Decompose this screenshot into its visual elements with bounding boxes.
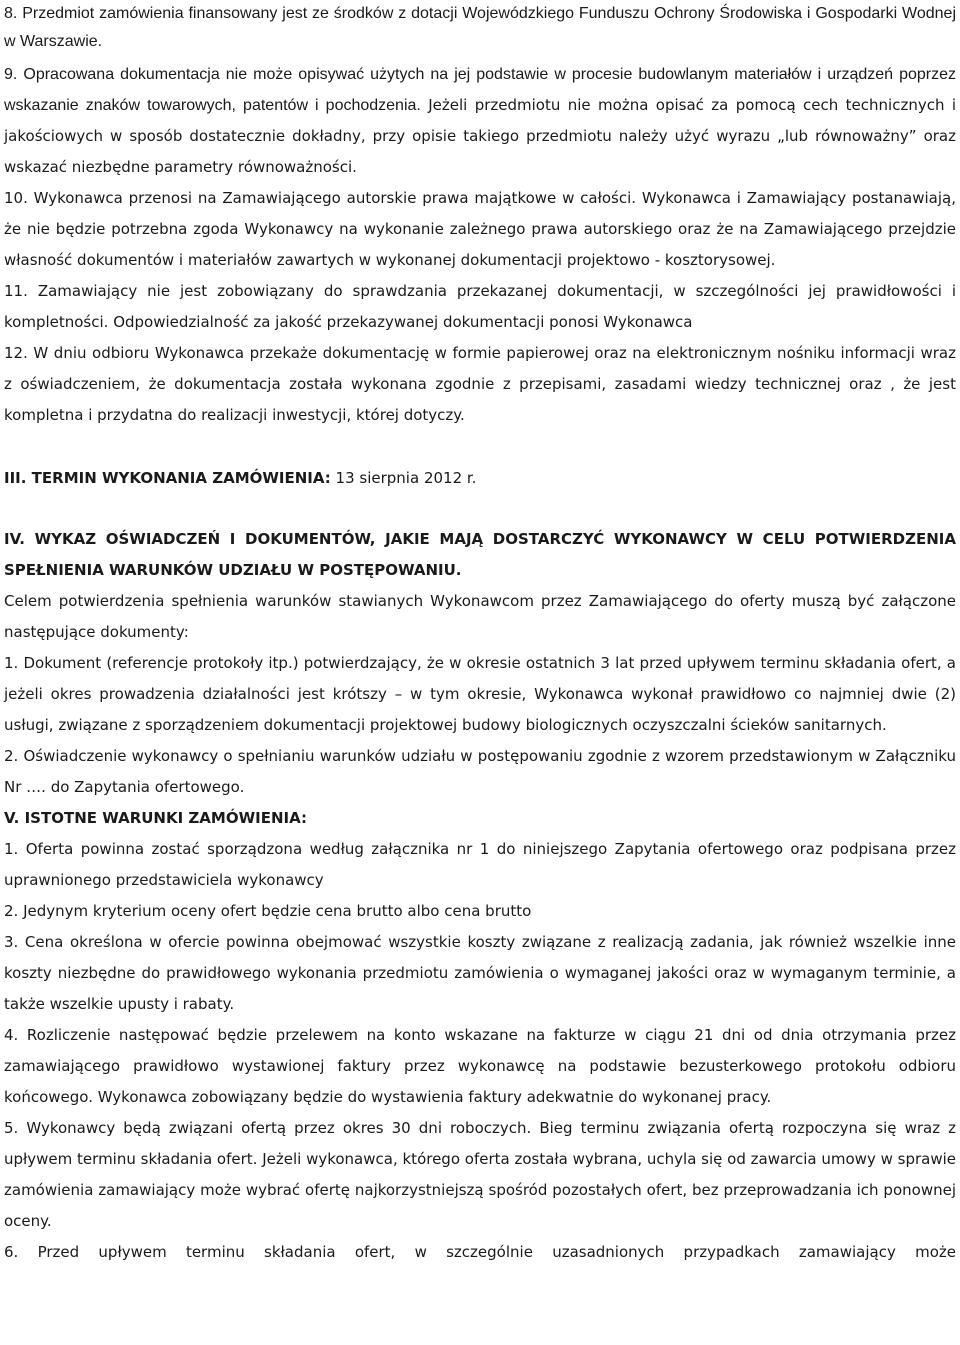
paragraph-9-part-b: Jeżeli przedmiotu nie można opisać za pomocą cech technicznych i jakościowych w sposób dostatecznie dokładny, przy opisie takiego przedmiotu należy użyć wyrazu „lub równoważny” oraz wskazać niezbędne parametry równoważności. xyxy=(4,96,957,176)
section-5-item-5: 5. Wykonawcy będą związani ofertą przez okres 30 dni roboczych. Bieg terminu związania ofertą rozpoczyna się wraz z upływem terminu składania ofert. Jeżeli wykonawca, którego oferta została wybrana, uchyla się od zawarcia umowy w sprawie zamówienia zamawiający może wybrać ofertę najkorzystniejszą spośród pozostałych ofert, bez przeprowadzania ich ponownej oceny. xyxy=(4,1119,956,1230)
spacer xyxy=(4,431,956,463)
section-5-item-6: 6. Przed upływem terminu składania ofert, w szczególnie uzasadnionych przypadkach zamawiający może xyxy=(4,1243,956,1261)
section-4-title: IV. WYKAZ OŚWIADCZEŃ I DOKUMENTÓW, JAKIE MAJĄ DOSTARCZYĆ WYKONAWCY W CELU POTWIERDZENIA SPEŁNIENIA WARUNKÓW UDZIAŁU W POSTĘPOWANIU. xyxy=(4,530,956,579)
section-5-heading xyxy=(4,803,956,834)
spacer xyxy=(4,494,956,524)
paragraph-8: 8. Przedmiot zamówienia finansowany jest ze środków z dotacji Wojewódzkiego Funduszu Ochrony Środowiska i Gospodarki Wodnej w Warszawie. xyxy=(4,5,956,50)
section-5-item-3: 3. Cena określona w ofercie powinna obejmować wszystkie koszty związane z realizacją zadania, jak również wszelkie inne koszty niezbędne do prawidłowego wykonania przedmiotu zamówienia o wymaganej jakości oraz w wymaganym terminie, a także wszelkie upusty i rabaty. xyxy=(4,933,956,1013)
section-3-heading xyxy=(4,463,956,494)
section-4-intro: Celem potwierdzenia spełnienia warunków stawianych Wykonawcom przez Zamawiającego do oferty muszą być załączone następujące dokumenty: xyxy=(4,592,956,641)
section-5-item-1: 1. Oferta powinna zostać sporządzona według załącznika nr 1 do niniejszego Zapytania ofertowego oraz podpisana przez uprawnionego przedstawiciela wykonawcy xyxy=(4,840,956,889)
paragraph-11: 11. Zamawiający nie jest zobowiązany do sprawdzania przekazanej dokumentacji, w szczególności jej prawidłowości i kompletności. Odpowiedzialność za jakość przekazywanej dokumentacji ponosi Wykonawca xyxy=(4,282,956,331)
paragraph-12: 12. W dniu odbioru Wykonawca przekaże dokumentację w formie papierowej oraz na elektronicznym nośniku informacji wraz z oświadczeniem, że dokumentacja została wykonana zgodnie z przepisami, zasadami wiedzy technicznej oraz , że jest kompletna i przydatna do realizacji inwestycji, której dotyczy. xyxy=(4,344,956,424)
section-3-date: 13 sierpnia 2012 r. xyxy=(330,469,477,487)
paragraph-9-part-a: 9. Opracowana dokumentacja nie może opisywać użytych na jej podstawie w procesie budowlanym materiałów i urządzeń poprzez wskazanie znaków towarowych, patentów i pochodzenia. xyxy=(4,66,956,114)
section-4-item-2: 2. Oświadczenie wykonawcy o spełnianiu warunków udziału w postępowaniu zgodnie z wzorem przedstawionym w Załączniku Nr …. do Zapytania ofertowego. xyxy=(4,747,956,796)
document-page xyxy=(4,0,956,1268)
section-5-item-2: 2. Jedynym kryterium oceny ofert będzie cena brutto albo cena brutto xyxy=(4,902,532,920)
section-3-title: III. TERMIN WYKONANIA ZAMÓWIENIA: xyxy=(4,469,331,487)
section-5-title: V. ISTOTNE WARUNKI ZAMÓWIENIA: xyxy=(4,809,307,827)
section-5-item-4: 4. Rozliczenie następować będzie przelewem na konto wskazane na fakturze w ciągu 21 dni od dnia otrzymania przez zamawiającego prawidłowo wystawionej faktury przez wykonawcę na podstawie bezusterkowego protokołu odbioru końcowego. Wykonawca zobowiązany będzie do wystawienia faktury adekwatnie do wykonanej pracy. xyxy=(4,1026,956,1106)
section-4-heading xyxy=(4,524,956,586)
paragraph-10: 10. Wykonawca przenosi na Zamawiającego autorskie prawa majątkowe w całości. Wykonawca i Zamawiający postanawiają, że nie będzie potrzebna zgoda Wykonawcy na wykonanie zależnego prawa autorskiego oraz że na Zamawiającego przejdzie własność dokumentów i materiałów zawartych w wykonanej dokumentacji projektowo - kosztorysowej. xyxy=(4,189,956,269)
paragraph-9 xyxy=(4,60,956,183)
section-4-item-1: 1. Dokument (referencje protokoły itp.) potwierdzający, że w okresie ostatnich 3 lat przed upływem terminu składania ofert, a jeżeli okres prowadzenia działalności jest krótszy – w tym okresie, Wykonawca wykonał prawidłowo co najmniej dwie (2) usługi, związane z sporządzeniem dokumentacji projektowej budowy biologicznych oczyszczalni ścieków sanitarnych. xyxy=(4,654,956,734)
